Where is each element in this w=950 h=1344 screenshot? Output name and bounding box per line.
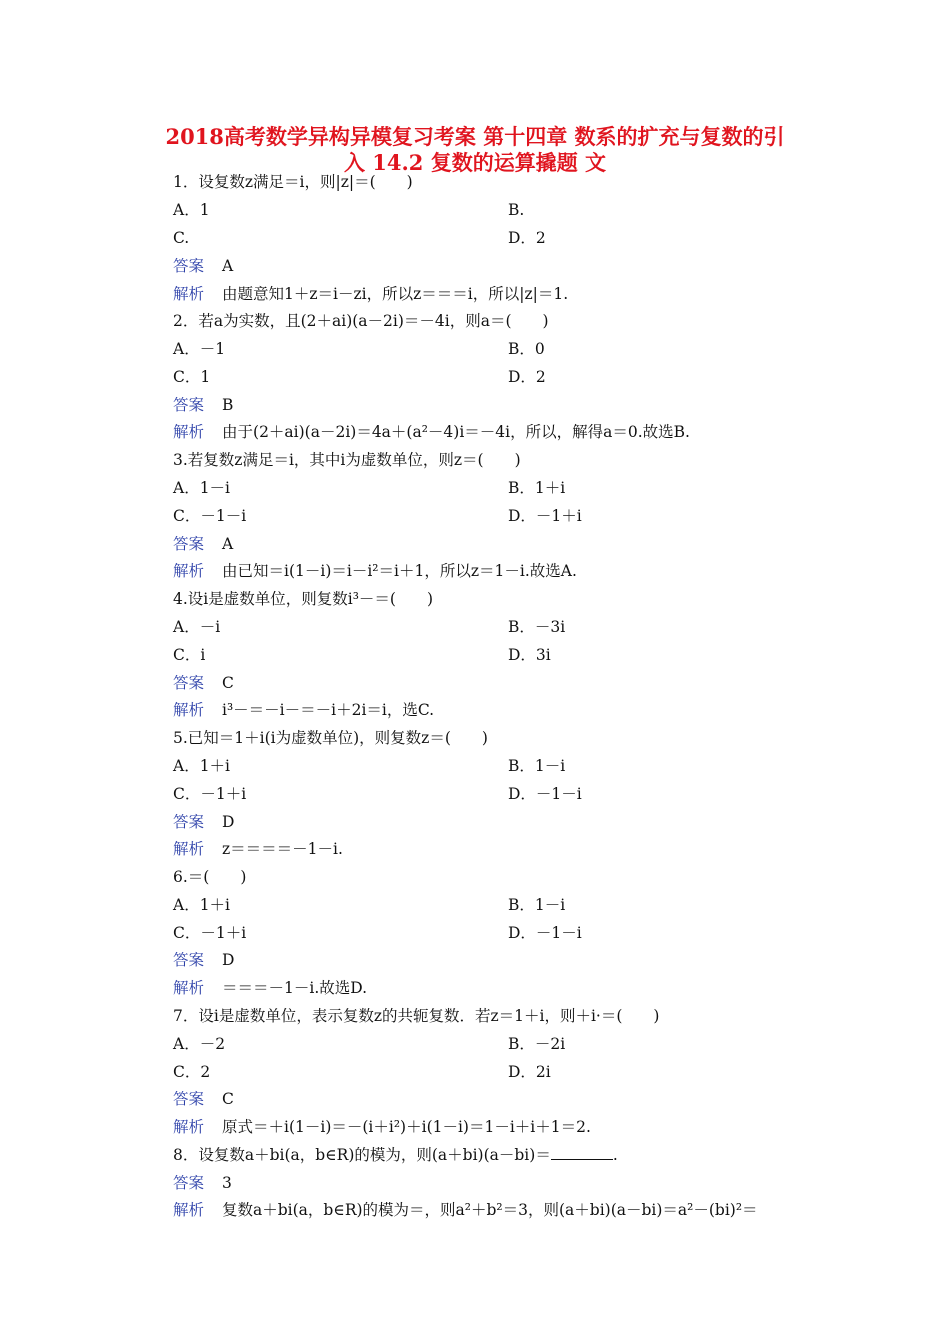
q3-analysis: [173, 560, 577, 582]
q6-option-d: D．－1－i: [508, 924, 582, 942]
q8-stem-text: 8．设复数a＋bi(a，b∈R)的模为，则(a＋bi)(a－bi)＝: [173, 1146, 551, 1164]
analysis-text: 复数a＋bi(a，b∈R)的模为＝，则a²＋b²＝3，则(a＋bi)(a－bi)＝a²－(bi)²＝: [222, 1201, 758, 1219]
q4-option-b: B．－3i: [508, 618, 566, 636]
answer-value: C: [222, 674, 234, 692]
answer-label: 答案: [173, 951, 205, 969]
q1-option-b: B.: [508, 201, 525, 219]
q4-option-a: A．－i: [173, 618, 221, 636]
q1-answer: [173, 255, 233, 277]
q1-option-d: D．2: [508, 229, 546, 247]
question-2-stem: 2．若a为实数，且(2＋ai)(a－2i)＝－4i，则a＝( ): [173, 312, 549, 330]
q2-analysis: [173, 421, 690, 443]
question-6-stem: 6.＝( ): [173, 868, 247, 886]
q6-option-a: A．1＋i: [173, 896, 231, 914]
answer-value: A: [222, 535, 234, 553]
q2-option-c: C．1: [173, 368, 211, 386]
q8-analysis: [173, 1199, 758, 1221]
q5-answer: [173, 811, 234, 833]
q5-analysis: [173, 838, 343, 860]
analysis-label: 解析: [173, 285, 205, 303]
answer-label: 答案: [173, 257, 205, 275]
analysis-text: 由于(2＋ai)(a－2i)＝4a＋(a²－4)i＝－4i，所以，解得a＝0.故选B.: [222, 423, 690, 441]
question-8-stem: [173, 1144, 618, 1166]
answer-label: 答案: [173, 813, 205, 831]
answer-label: 答案: [173, 1090, 205, 1108]
q2-option-a: A．－1: [173, 340, 226, 358]
answer-value: D: [222, 813, 235, 831]
answer-value: D: [222, 951, 235, 969]
q6-option-b: B．1－i: [508, 896, 566, 914]
q7-option-c: C．2: [173, 1063, 211, 1081]
q4-answer: [173, 672, 234, 694]
q2-option-b: B．0: [508, 340, 545, 358]
analysis-text: z＝＝＝＝－1－i.: [222, 840, 343, 858]
q6-option-c: C．－1＋i: [173, 924, 247, 942]
analysis-label: 解析: [173, 701, 205, 719]
q5-option-c: C．－1＋i: [173, 785, 247, 803]
analysis-label: 解析: [173, 1118, 205, 1136]
q3-option-d: D．－1＋i: [508, 507, 582, 525]
q4-analysis: [173, 699, 434, 721]
q6-analysis: [173, 977, 367, 999]
answer-label: 答案: [173, 396, 205, 414]
q4-option-d: D．3i: [508, 646, 551, 664]
q3-answer: [173, 533, 233, 555]
analysis-label: 解析: [173, 1201, 205, 1219]
question-5-stem: 5.已知＝1＋i(i为虚数单位)，则复数z＝( ): [173, 729, 488, 747]
answer-label: 答案: [173, 535, 205, 553]
q2-option-d: D．2: [508, 368, 546, 386]
analysis-label: 解析: [173, 979, 205, 997]
q3-option-a: A．1－i: [173, 479, 231, 497]
q8-answer: [173, 1172, 232, 1194]
analysis-label: 解析: [173, 840, 205, 858]
answer-blank[interactable]: [551, 1144, 613, 1160]
answer-value: 3: [222, 1174, 232, 1192]
document-title-line-2: 入 14.2 复数的运算撬题 文: [343, 150, 607, 175]
q8-stem-end: .: [612, 1146, 618, 1164]
analysis-text: 原式＝＋i(1－i)＝－(i＋i²)＋i(1－i)＝1－i＋i＋1＝2.: [222, 1118, 591, 1136]
analysis-text: i³－＝－i－＝－i＋2i＝i，选C.: [222, 701, 435, 719]
answer-value: B: [222, 396, 234, 414]
question-3-stem: 3.若复数z满足＝i，其中i为虚数单位，则z＝( ): [173, 451, 521, 469]
analysis-text: 由已知＝i(1－i)＝i－i²＝i＋1，所以z＝1－i.故选A.: [222, 562, 577, 580]
q7-option-a: A．－2: [173, 1035, 226, 1053]
analysis-text: ＝＝＝－1－i.故选D.: [222, 979, 368, 997]
q4-option-c: C．i: [173, 646, 206, 664]
question-1-stem: 1．设复数z满足＝i，则|z|＝( ): [173, 173, 413, 191]
q1-option-c: C.: [173, 229, 190, 247]
q3-option-c: C．－1－i: [173, 507, 247, 525]
question-4-stem: 4.设i是虚数单位，则复数i³－＝( ): [173, 590, 434, 608]
q2-answer: [173, 394, 233, 416]
q5-option-d: D．－1－i: [508, 785, 582, 803]
analysis-text: 由题意知1＋z＝i－zi，所以z＝＝＝i，所以|z|＝1.: [222, 285, 569, 303]
q5-option-a: A．1＋i: [173, 757, 231, 775]
analysis-label: 解析: [173, 562, 205, 580]
q1-option-a: A．1: [173, 201, 210, 219]
question-7-stem: 7．设i是虚数单位，表示复数z的共轭复数．若z＝1＋i，则＋i·＝( ): [173, 1007, 660, 1025]
q7-option-d: D．2i: [508, 1063, 551, 1081]
analysis-label: 解析: [173, 423, 205, 441]
answer-label: 答案: [173, 674, 205, 692]
q7-option-b: B．－2i: [508, 1035, 566, 1053]
answer-value: A: [222, 257, 234, 275]
q7-answer: [173, 1088, 234, 1110]
document-title-line-1: 2018高考数学异构异模复习考案 第十四章 数系的扩充与复数的引: [165, 124, 785, 149]
q1-analysis: [173, 283, 568, 305]
answer-value: C: [222, 1090, 234, 1108]
q3-option-b: B．1＋i: [508, 479, 566, 497]
q5-option-b: B．1－i: [508, 757, 566, 775]
answer-label: 答案: [173, 1174, 205, 1192]
q7-analysis: [173, 1116, 591, 1138]
q6-answer: [173, 949, 234, 971]
